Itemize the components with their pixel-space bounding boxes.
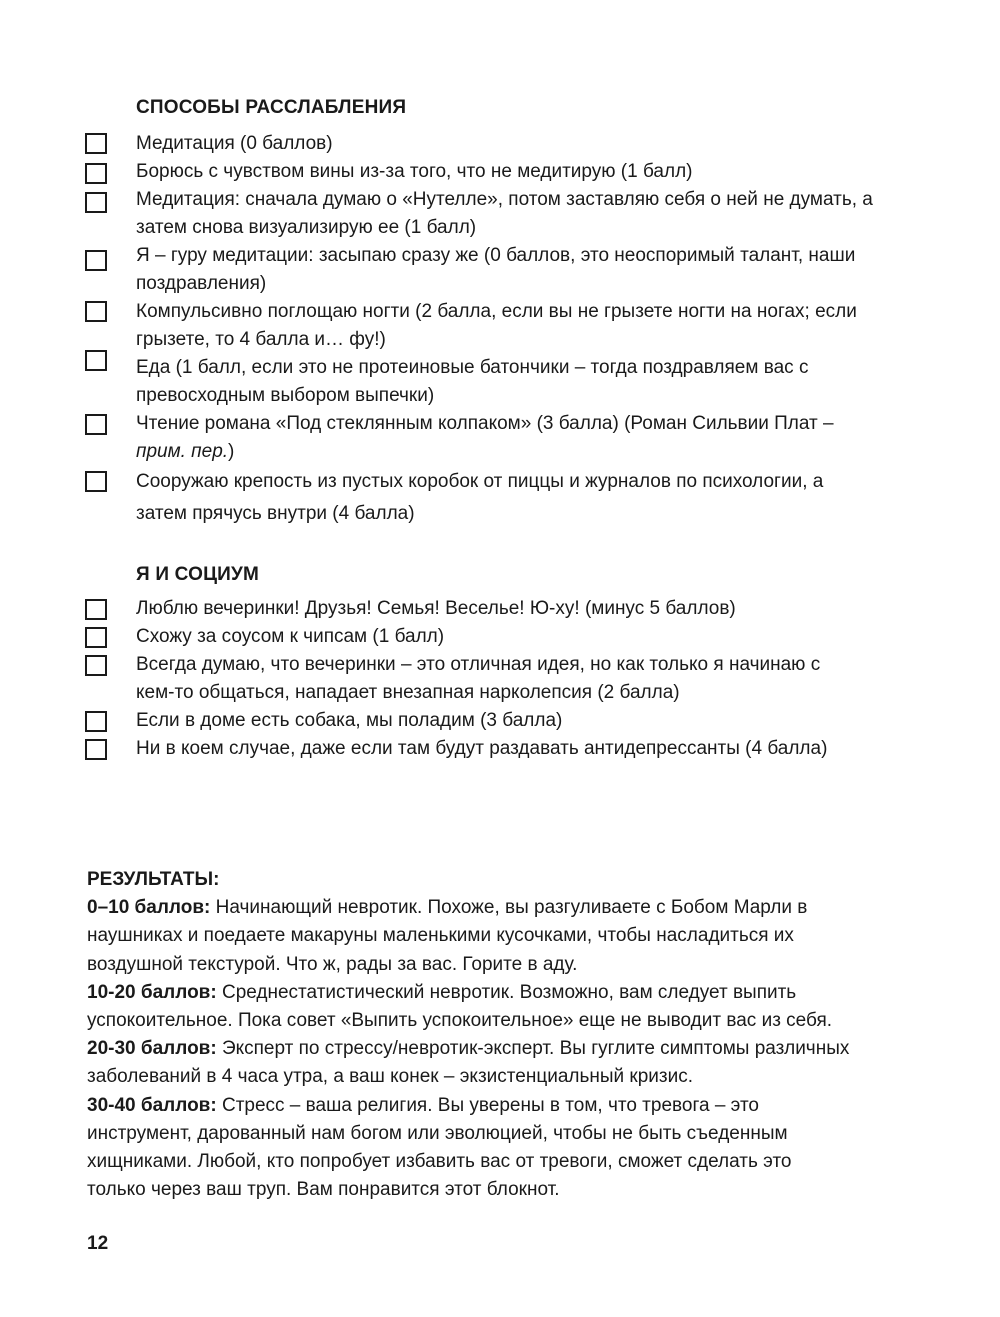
checkbox[interactable] (85, 599, 107, 620)
score-range: 20-30 баллов: (87, 1038, 217, 1060)
item-line: Ни в коем случае, даже если там будут раздавать антидепрессанты (4 балла) (136, 738, 828, 759)
checkbox[interactable] (85, 133, 107, 154)
checkbox[interactable] (85, 163, 107, 184)
checkbox[interactable] (85, 739, 107, 760)
result-line: инструмент, дарованный нам богом или эволюцией, чтобы не быть съеденным (87, 1122, 788, 1144)
result-line: 30-40 баллов: Стресс – ваша религия. Вы уверены в том, что тревога – это (87, 1094, 759, 1116)
results-title: РЕЗУЛЬТАТЫ: (87, 869, 220, 890)
item-line: затем снова визуализирую ее (1 балл) (136, 217, 477, 238)
result-line: успокоительное. Пока совет «Выпить успокоительное» еще не выводит вас из себя. (87, 1010, 833, 1032)
result-line: 10-20 баллов: Среднестатистический невротик. Возможно, вам следует выпить (87, 981, 797, 1003)
result-line: только через ваш труп. Вам понравится этот блокнот. (87, 1179, 560, 1201)
result-line: хищниками. Любой, кто попробует избавить вас от тревоги, сможет сделать это (87, 1151, 792, 1173)
checkbox[interactable] (85, 250, 107, 271)
checkbox[interactable] (85, 655, 107, 676)
checkbox[interactable] (85, 192, 107, 213)
translator-note: прим. пер. (136, 441, 229, 462)
checkbox[interactable] (85, 301, 107, 322)
checkbox[interactable] (85, 627, 107, 648)
item-line: грызете, то 4 балла и… фу!) (136, 329, 386, 350)
item-line: Схожу за соусом к чипсам (1 балл) (136, 626, 445, 647)
page-number: 12 (87, 1233, 109, 1254)
item-line: Медитация: сначала думаю о «Нутелле», потом заставляю себя о ней не думать, а (136, 189, 873, 210)
item-line: Еда (1 балл, если это не протеиновые батончики – тогда поздравляем вас с (136, 357, 809, 378)
item-line: затем прячусь внутри (4 балла) (136, 503, 415, 524)
results-block (87, 866, 967, 1204)
checkbox[interactable] (85, 471, 107, 492)
result-line: 0–10 баллов: Начинающий невротик. Похоже, вы разгуливаете с Бобом Марли в (87, 897, 808, 919)
item-line: Всегда думаю, что вечеринки – это отличная идея, но как только я начинаю с (136, 654, 821, 675)
result-line: заболеваний в 4 часа утра, а ваш конек – экзистенциальный кризис. (87, 1066, 694, 1088)
score-range: 10-20 баллов: (87, 981, 217, 1003)
result-line: воздушной текстурой. Что ж, рады за вас. Горите в аду. (87, 953, 578, 975)
item-line: Чтение романа «Под стеклянным колпаком» (3 балла) (Роман Сильвии Плат – (136, 413, 834, 434)
result-line: 20-30 баллов: Эксперт по стрессу/невротик-эксперт. Вы гуглите симптомы различных (87, 1038, 850, 1060)
item-line: Сооружаю крепость из пустых коробок от пиццы и журналов по психологии, а (136, 471, 824, 492)
society-section-title: Я И СОЦИУМ (136, 564, 260, 585)
checkbox[interactable] (85, 414, 107, 435)
score-range: 30-40 баллов: (87, 1094, 217, 1116)
item-line: Медитация (0 баллов) (136, 133, 333, 154)
item-line: кем-то общаться, нападает внезапная нарколепсия (2 балла) (136, 682, 680, 703)
item-line: поздравления) (136, 273, 267, 294)
item-line: прим. пер.) (136, 441, 235, 462)
checkbox[interactable] (85, 711, 107, 732)
relaxation-section-title: СПОСОБЫ РАССЛАБЛЕНИЯ (136, 97, 407, 118)
checkbox[interactable] (85, 350, 107, 371)
item-line: Я – гуру медитации: засыпаю сразу же (0 баллов, это неоспоримый талант, наши (136, 245, 856, 266)
result-line: наушниках и поедаете макаруны маленькими кусочками, чтобы насладиться их (87, 925, 794, 947)
score-range: 0–10 баллов: (87, 897, 211, 919)
item-line: Компульсивно поглощаю ногти (2 балла, если вы не грызете ногти на ногах; если (136, 301, 857, 322)
item-line: превосходным выбором выпечки) (136, 385, 435, 406)
item-line: Если в доме есть собака, мы поладим (3 балла) (136, 710, 563, 731)
item-line: Люблю вечеринки! Друзья! Семья! Веселье! Ю-ху! (минус 5 баллов) (136, 598, 736, 619)
item-line: Борюсь с чувством вины из-за того, что не медитирую (1 балл) (136, 161, 693, 182)
